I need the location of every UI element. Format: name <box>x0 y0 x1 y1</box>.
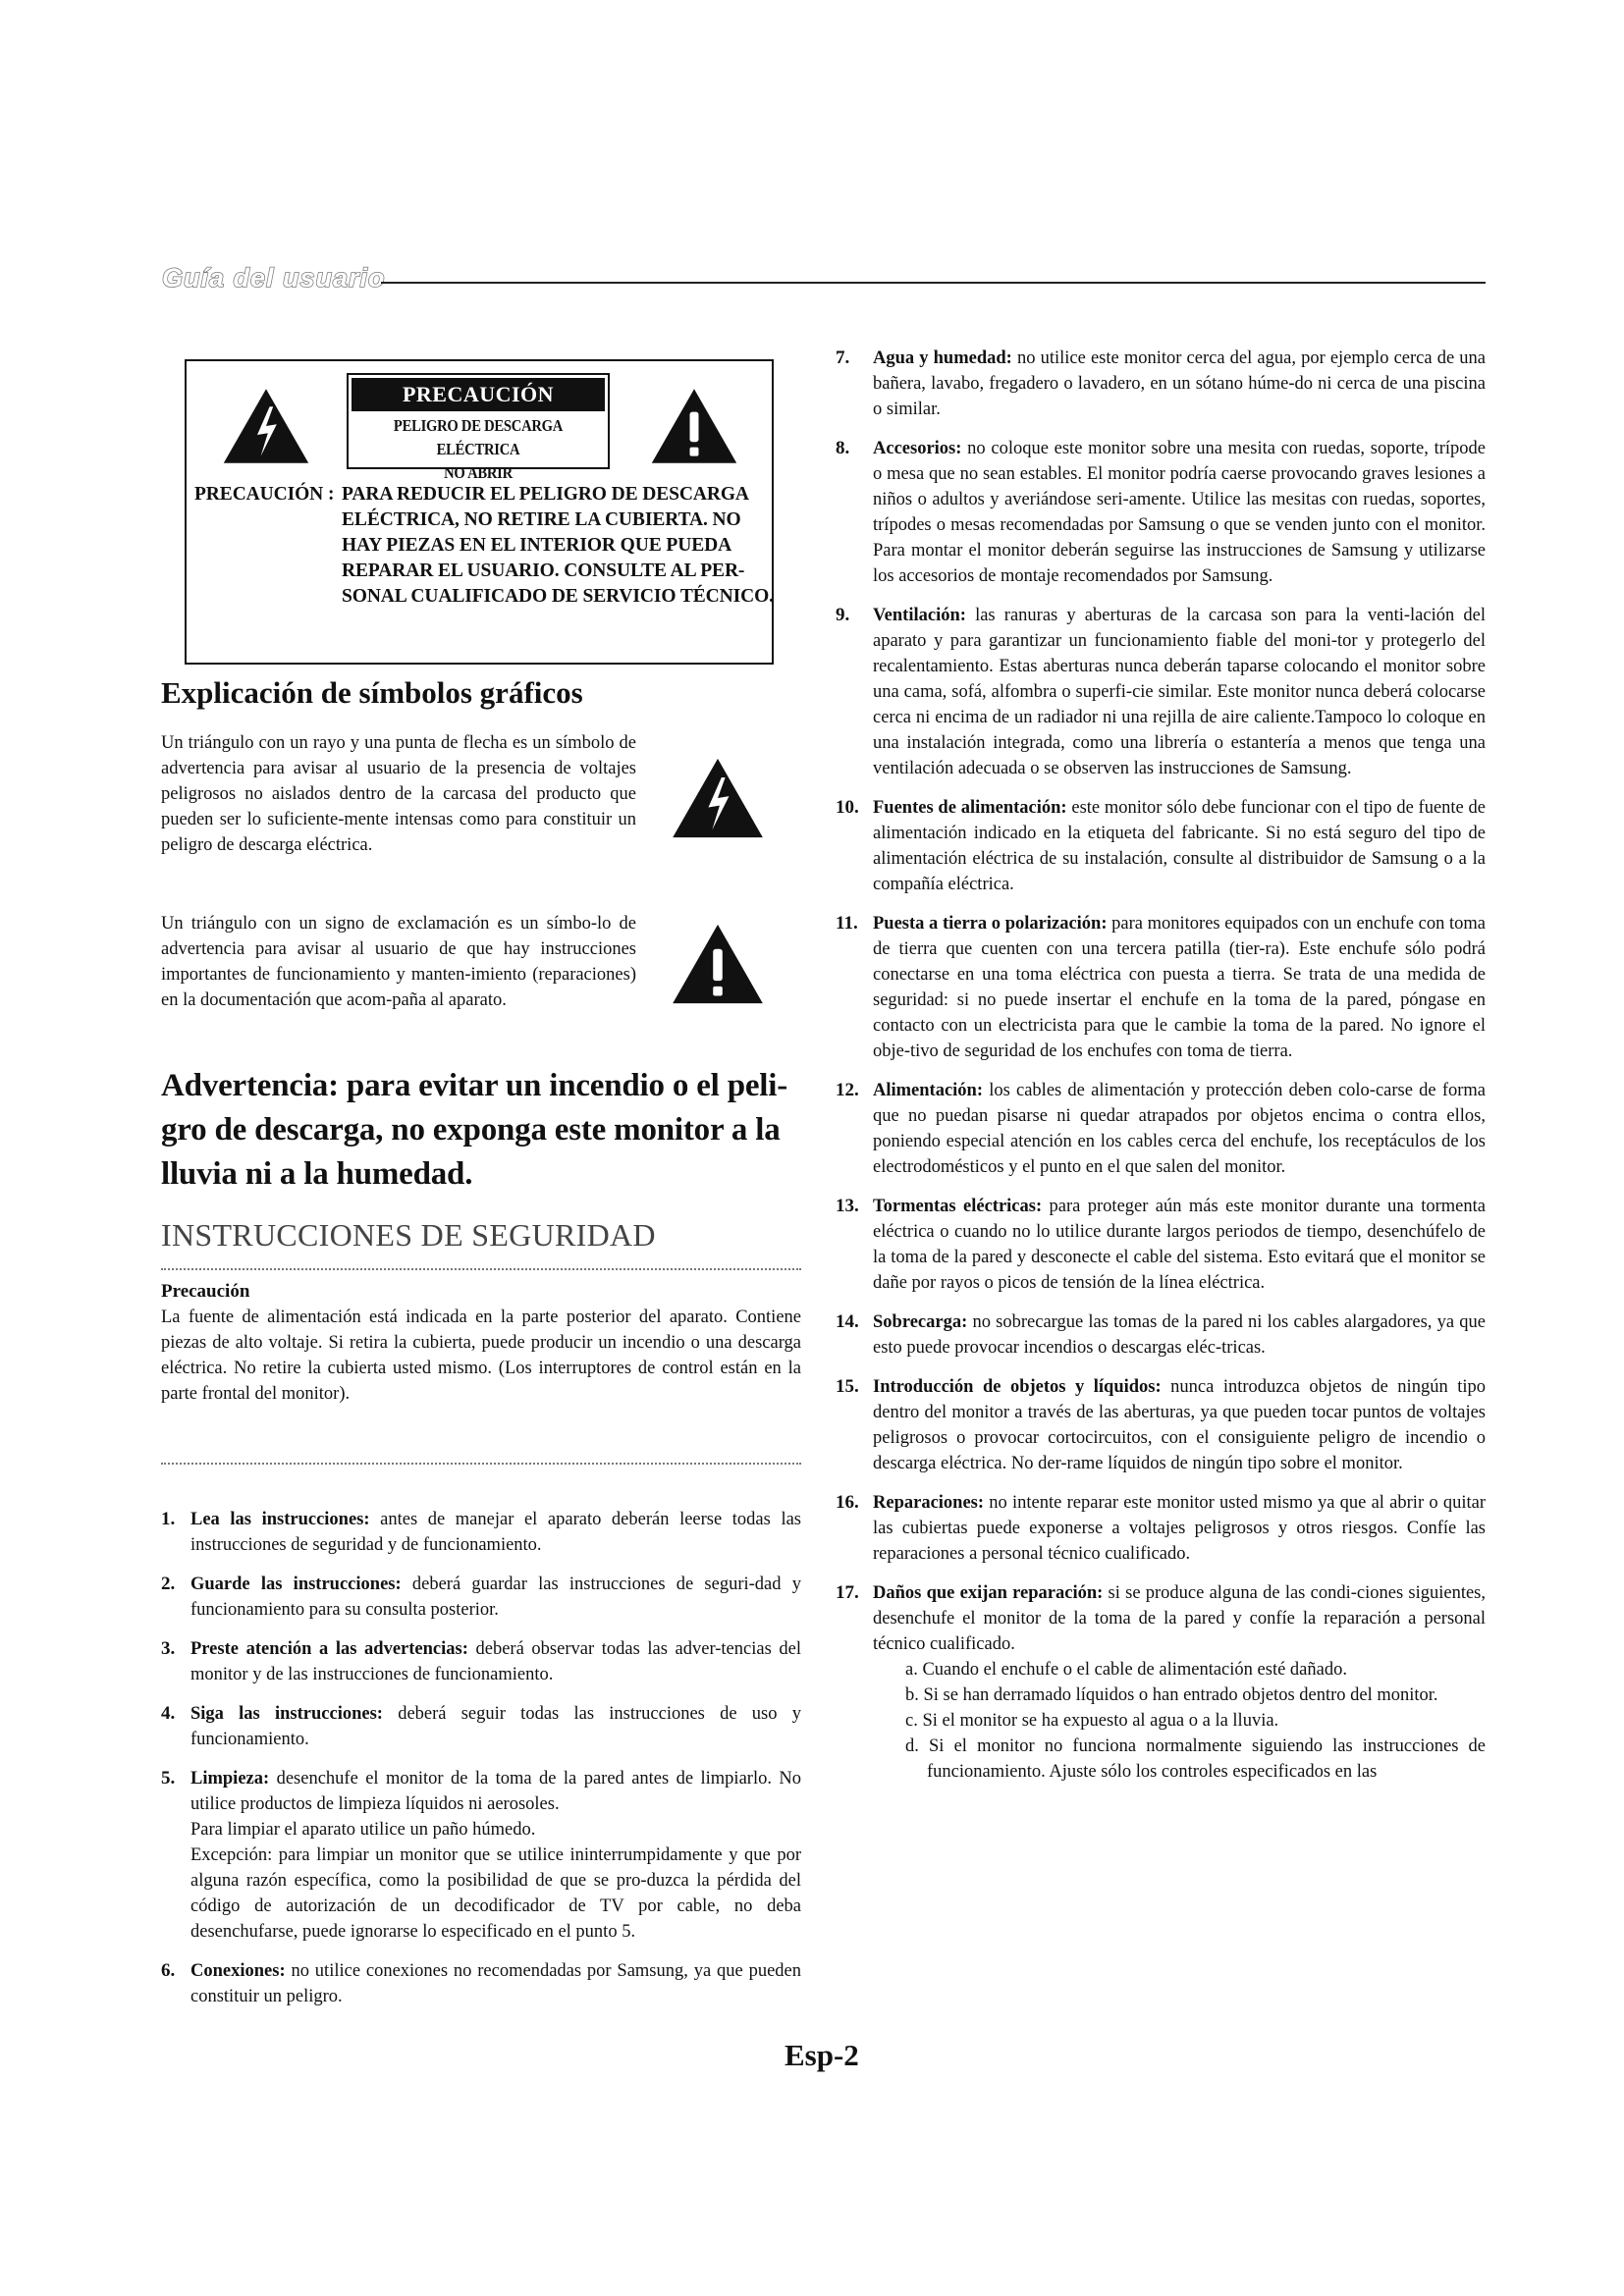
item-number: 13. <box>836 1196 859 1216</box>
sub-list <box>873 1657 1486 1785</box>
item-text: deberá guardar las instrucciones de seguri-dad y funcionamiento para su consulta posterior. <box>190 1575 801 1620</box>
item-number: 5. <box>161 1768 176 1789</box>
list-item <box>161 1636 801 1687</box>
list-item <box>836 346 1486 422</box>
item-text: para monitores equipados con un enchufe con toma de tierra que cuenten con una tercera patilla (tier-ra). Este enchufe sólo podrá conectarse en una toma eléctrica con puesta a tierra. Se trata de una medida de seguridad: si no puede insertar el enchufe en la toma de la pared, póngase en contacto con un electricista para que le cambie la toma de la pared. No ignore el obje-tivo de seguridad de los enchufes con toma de tierra. <box>873 914 1487 1061</box>
item-text: no intente reparar este monitor usted mismo ya que al abrir o quitar las cubiertas puede exponerse a voltajes peligrosos y otros riesgos. Confíe las reparaciones a personal técnico cualificado. <box>873 1493 1486 1564</box>
item-number: 16. <box>836 1492 859 1513</box>
warning-line: PARA REDUCIR EL PELIGRO DE DESCARGA <box>342 484 749 505</box>
item-text: no utilice este monitor cerca del agua, por ejemplo cerca de una bañera, lavabo, fregadero o lavadero, en un sótano húme-do ni cerca de una piscina o similar. <box>873 348 1486 419</box>
item-label: Puesta a tierra o polarización: <box>873 914 1108 934</box>
dotted-divider <box>161 1268 801 1270</box>
instructions-list-right <box>836 346 1486 1798</box>
item-extra-text: Para limpiar el aparato utilice un paño húmedo. <box>190 1820 536 1840</box>
list-item <box>836 1374 1486 1476</box>
instructions-list-left <box>161 1507 801 2023</box>
item-label: Accesorios: <box>873 439 962 458</box>
item-label: Guarde las instrucciones: <box>190 1575 402 1594</box>
item-extra-text: Excepción: para limpiar un monitor que se utilice ininterrumpidamente y que por alguna razón específica, como la posibilidad de que se pro-duzca la pérdida del código de autorización de un decodificador de TV por cable, no deba desenchufarse, puede ignorarse lo especificado en el punto 5. <box>190 1845 801 1942</box>
sub-list-item: a. Cuando el enchufe o el cable de alimentación esté dañado. <box>905 1660 1347 1680</box>
sub-list-item: d. Si el monitor no funciona normalmente siguiendo las instrucciones de funcionamiento. Ajuste sólo los controles especificados en las <box>905 1736 1486 1782</box>
item-number: 10. <box>836 797 859 818</box>
precaution-text: La fuente de alimentación está indicada en la parte posterior del aparato. Contiene piezas de alto voltaje. Si retira la cubierta, puede producir un incendio o una descarga eléctrica. No retire la cubierta usted mismo. (Los interruptores de control están en la parte frontal del monitor). <box>161 1308 801 1404</box>
item-text: nunca introduzca objetos de ningún tipo dentro del monitor a través de las aberturas, ya que pueden tocar puntos de voltajes peligrosos o provocar cortocircuitos, con el consiguiente peligro de incendio o descarga eléctrica. No der-rame líquidos de ningún tipo sobre el monitor. <box>873 1377 1486 1473</box>
item-text: este monitor sólo debe funcionar con el tipo de fuente de alimentación indicado en la etiqueta del fabricante. Si no está seguro del tipo de alimentación eléctrica de su instalación, consulte al distribuidor de Samsung o a la compañía eléctrica. <box>873 798 1486 894</box>
list-item <box>161 1958 801 2009</box>
symbols-heading: Explicación de símbolos gráficos <box>161 675 583 710</box>
caution-subline-1: PELIGRO DE DESCARGA ELÉCTRICA <box>393 416 564 458</box>
item-text: deberá observar todas las adver-tencias del monitor y de las instrucciones de funcionamiento. <box>190 1639 801 1684</box>
list-item <box>161 1701 801 1752</box>
item-text: para proteger aún más este monitor durante una tormenta eléctrica o cuando no lo utilice durante largos periodos de tiempo, desenchúfelo de la toma de la pared y desconecte el cable del sistema. Esto evitará que el monitor se dañe por rayos o picos de tensión de la línea eléctrica. <box>873 1197 1486 1293</box>
item-text: no utilice conexiones no recomendadas por Samsung, ya que pueden constituir un peligro. <box>190 1961 801 2006</box>
dotted-divider <box>161 1463 801 1465</box>
item-label: Alimentación: <box>873 1081 984 1100</box>
lightning-symbol-paragraph <box>161 730 636 858</box>
safety-heading: INSTRUCCIONES DE SEGURIDAD <box>161 1217 656 1253</box>
item-text: no coloque este monitor sobre una mesita con ruedas, soporte, trípode o mesa que no sean estables. El monitor podría caerse provocando graves lesiones a niños o adultos y averiándose seri-amente. Utilice las mesitas con ruedas, soportes, trípodes o mesas recomendadas por Samsung o que se venden junto con el monitor. Para montar el monitor deberán seguirse las instrucciones de Samsung y utilizarse los accesorios de montaje recomendados por Samsung. <box>873 439 1486 586</box>
item-number: 6. <box>161 1960 176 1981</box>
sub-list-item: b. Si se han derramado líquidos o han entrado objetos dentro del monitor. <box>905 1685 1438 1705</box>
item-label: Siga las instrucciones: <box>190 1704 383 1724</box>
caution-heading: PRECAUCIÓN <box>352 378 605 411</box>
item-text: deberá seguir todas las instrucciones de uso y funcionamiento. <box>190 1704 801 1749</box>
list-item <box>161 1572 801 1623</box>
item-text: desenchufe el monitor de la toma de la pared antes de limpiarlo. No utilice productos de limpieza líquidos ni aerosoles. <box>190 1769 801 1814</box>
item-number: 9. <box>836 605 850 625</box>
list-item <box>836 1580 1486 1785</box>
list-item <box>836 795 1486 897</box>
item-number: 3. <box>161 1638 176 1659</box>
warning-box <box>185 359 774 665</box>
lightning-triangle-icon <box>671 757 765 839</box>
item-label: Ventilación: <box>873 606 966 625</box>
item-label: Preste atención a las advertencias: <box>190 1639 468 1659</box>
item-number: 12. <box>836 1080 859 1100</box>
caution-panel <box>347 373 610 482</box>
item-text: los cables de alimentación y protección deben colo-carse de forma que no puedan pisarse ni quedar atrapados por objetos encima o contra ellos, poniendo especial atención en los cables cerca del enchufe, los receptáculos de los electrodomésticos y el punto en el que salen del monitor. <box>873 1081 1486 1177</box>
item-number: 7. <box>836 347 850 368</box>
warning-line: HAY PIEZAS EN EL INTERIOR QUE PUEDA <box>342 535 732 556</box>
item-label: Conexiones: <box>190 1961 286 1981</box>
item-label: Fuentes de alimentación: <box>873 798 1067 818</box>
list-item <box>836 603 1486 781</box>
header-title: Guía del usuario <box>162 263 386 293</box>
item-number: 8. <box>836 438 850 458</box>
list-item <box>161 1507 801 1558</box>
item-number: 2. <box>161 1574 176 1594</box>
paragraph-text: Un triángulo con un signo de exclamación es un símbo-lo de advertencia para avisar al usuario de que hay instrucciones importantes de funcionamiento y manten-imiento (reparaciones) en la documentación que acom-paña al aparato. <box>161 914 636 1010</box>
item-label: Lea las instrucciones: <box>190 1510 370 1529</box>
precaution-title: Precaución <box>161 1281 250 1302</box>
item-number: 15. <box>836 1376 859 1397</box>
list-item <box>161 1766 801 1945</box>
caution-subline-2: NO ABRIR <box>444 463 513 482</box>
item-number: 4. <box>161 1703 176 1724</box>
item-number: 17. <box>836 1582 859 1603</box>
list-item <box>836 911 1486 1064</box>
item-label: Sobrecarga: <box>873 1312 968 1332</box>
page-number: Esp-2 <box>785 2038 859 2072</box>
item-number: 1. <box>161 1509 176 1529</box>
item-label: Tormentas eléctricas: <box>873 1197 1043 1216</box>
warning-prefix: PRECAUCIÓN : <box>194 484 335 505</box>
item-label: Daños que exijan reparación: <box>873 1583 1104 1603</box>
item-number: 11. <box>836 913 858 934</box>
warning-line: ELÉCTRICA, NO RETIRE LA CUBIERTA. NO <box>342 509 741 530</box>
item-text: si se produce alguna de las condi-ciones siguientes, desenchufe el monitor de la toma de la pared y confíe la reparación a personal técnico cualificado. <box>873 1583 1487 1654</box>
item-text: las ranuras y aberturas de la carcasa son para la venti-lación del aparato y para garantizar un funcionamiento fiable del moni-tor y protegerlo del recalentamiento. Estas aberturas nunca deberán taparse colocando el monitor sobre una cama, sofá, alfombra o superfi-cie similar. Este monitor nunca deberá colocarse cerca ni encima de un radiador ni una rejilla de aire caliente.Tampoco lo coloque en una instalación integrada, como una librería o estantería a menos que tenga una ventilación adecuada o se observen las instrucciones de Samsung. <box>873 606 1486 778</box>
paragraph-text: Un triángulo con un rayo y una punta de flecha es un símbolo de advertencia para avisar al usuario de la presencia de voltajes peligrosos no aislados dentro de la carcasa del producto que pueden ser lo suficiente-mente intensas como para constituir un peligro de descarga eléctrica. <box>161 733 636 855</box>
lightning-warning-icon <box>222 387 310 465</box>
precaution-block <box>161 1279 801 1407</box>
item-label: Reparaciones: <box>873 1493 985 1513</box>
list-item <box>836 436 1486 589</box>
item-label: Introducción de objetos y líquidos: <box>873 1377 1162 1397</box>
header-rule <box>381 282 1486 284</box>
list-item <box>836 1490 1486 1567</box>
list-item <box>836 1309 1486 1361</box>
sub-list-item: c. Si el monitor se ha expuesto al agua o a la lluvia. <box>905 1711 1279 1731</box>
list-item <box>836 1078 1486 1180</box>
item-label: Agua y humedad: <box>873 348 1012 368</box>
exclamation-triangle-icon <box>671 923 765 1005</box>
item-label: Limpieza: <box>190 1769 270 1789</box>
list-item <box>836 1194 1486 1296</box>
item-text: antes de manejar el aparato deberán leerse todas las instrucciones de seguridad y de funcionamiento. <box>190 1510 801 1555</box>
item-text: no sobrecargue las tomas de la pared ni los cables alargadores, ya que esto puede provocar incendios o descargas eléc-tricas. <box>873 1312 1486 1358</box>
exclamation-warning-icon <box>650 387 738 465</box>
exclamation-symbol-paragraph <box>161 911 636 1013</box>
item-number: 14. <box>836 1311 859 1332</box>
fire-warning-heading: Advertencia: para evitar un incendio o el peli-gro de descarga, no exponga este monitor a la lluvia ni a la humedad. <box>161 1068 788 1192</box>
warning-line: REPARAR EL USUARIO. CONSULTE AL PER- <box>342 561 745 581</box>
warning-line: SONAL CUALIFICADO DE SERVICIO TÉCNICO. <box>342 586 774 607</box>
